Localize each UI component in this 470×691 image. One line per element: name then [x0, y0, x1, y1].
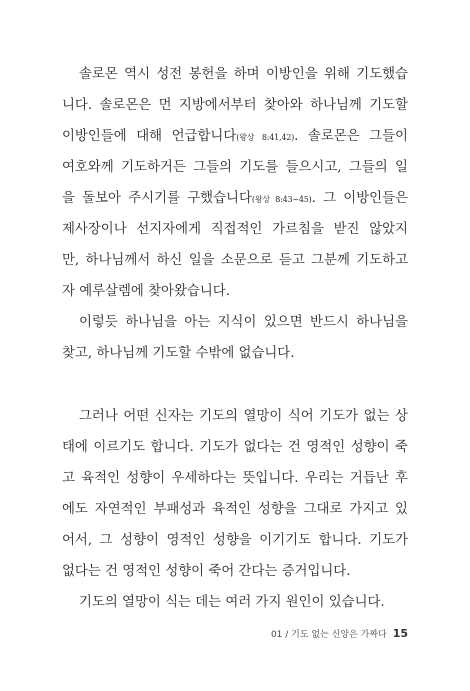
paragraph-1-line-6: 제사장이나 선지자에게 직접적인 가르침을 받진 않았지	[62, 222, 408, 237]
paragraph-1-line-5-text-a: 을 돌보아 주시기를 구했습니다	[62, 191, 252, 206]
paragraph-3-line-4: 에도 자연적인 부패성과 육적인 성향을 그대로 가지고 있	[62, 502, 408, 517]
paragraph-3-line-5: 어서, 그 성향이 영적인 성향을 이기기도 합니다. 기도가	[62, 533, 408, 548]
paragraph-1-line-2: 니다. 솔로몬은 먼 지방에서부터 찾아와 하나님께 기도할	[62, 98, 408, 113]
paragraph-1-line-5	[62, 190, 408, 208]
paragraph-3-line-1: 그러나 어떤 신자는 기도의 열망이 식어 기도가 없는 상	[79, 409, 408, 424]
paragraph-1-line-5-text-b: . 그 이방인들은	[311, 191, 408, 206]
bible-reference: (왕상 8:43~45)	[251, 195, 312, 204]
paragraph-1-line-3-text-b: . 솔로몬은 그들이	[294, 129, 408, 144]
paragraph-1-line-8: 자 예루살렘에 찾아왔습니다.	[62, 284, 230, 299]
paragraph-1-line-3	[62, 128, 408, 146]
paragraph-1-line-1: 솔로몬 역시 성전 봉헌을 하며 이방인을 위해 기도했습	[79, 67, 408, 82]
paragraph-3-line-2: 태에 이르기도 합니다. 기도가 없다는 건 영적인 성향이 죽	[62, 440, 408, 455]
running-chapter-title: 01 / 기도 없는 신앙은 가짜다	[270, 630, 387, 640]
paragraph-3-line-3: 고 육적인 성향이 우세하다는 뜻입니다. 우리는 거듭난 후	[62, 471, 408, 486]
bible-reference: (왕상 8:41,42)	[236, 133, 295, 142]
paragraph-1-line-7: 만, 하나님께서 하신 일을 소문으로 듣고 그분께 기도하고	[62, 253, 408, 268]
paragraph-1-line-4: 여호와께 기도하거든 그들의 기도를 들으시고, 그들의 일	[62, 160, 408, 175]
paragraph-4-line-1: 기도의 열망이 식는 데는 여러 가지 원인이 있습니다.	[79, 595, 385, 610]
page-footer	[0, 627, 408, 640]
paragraph-2-line-2: 찾고, 하나님께 기도할 수밖에 없습니다.	[62, 346, 295, 361]
page-number: 15	[392, 627, 408, 640]
paragraph-3-line-6: 없다는 건 영적인 성향이 죽어 간다는 증거입니다.	[62, 564, 351, 579]
paragraph-1-line-3-text-a: 이방인들에 대해 언급합니다	[62, 129, 237, 144]
paragraph-2-line-1: 이렇듯 하나님을 아는 지식이 있으면 반드시 하나님을	[79, 315, 408, 330]
